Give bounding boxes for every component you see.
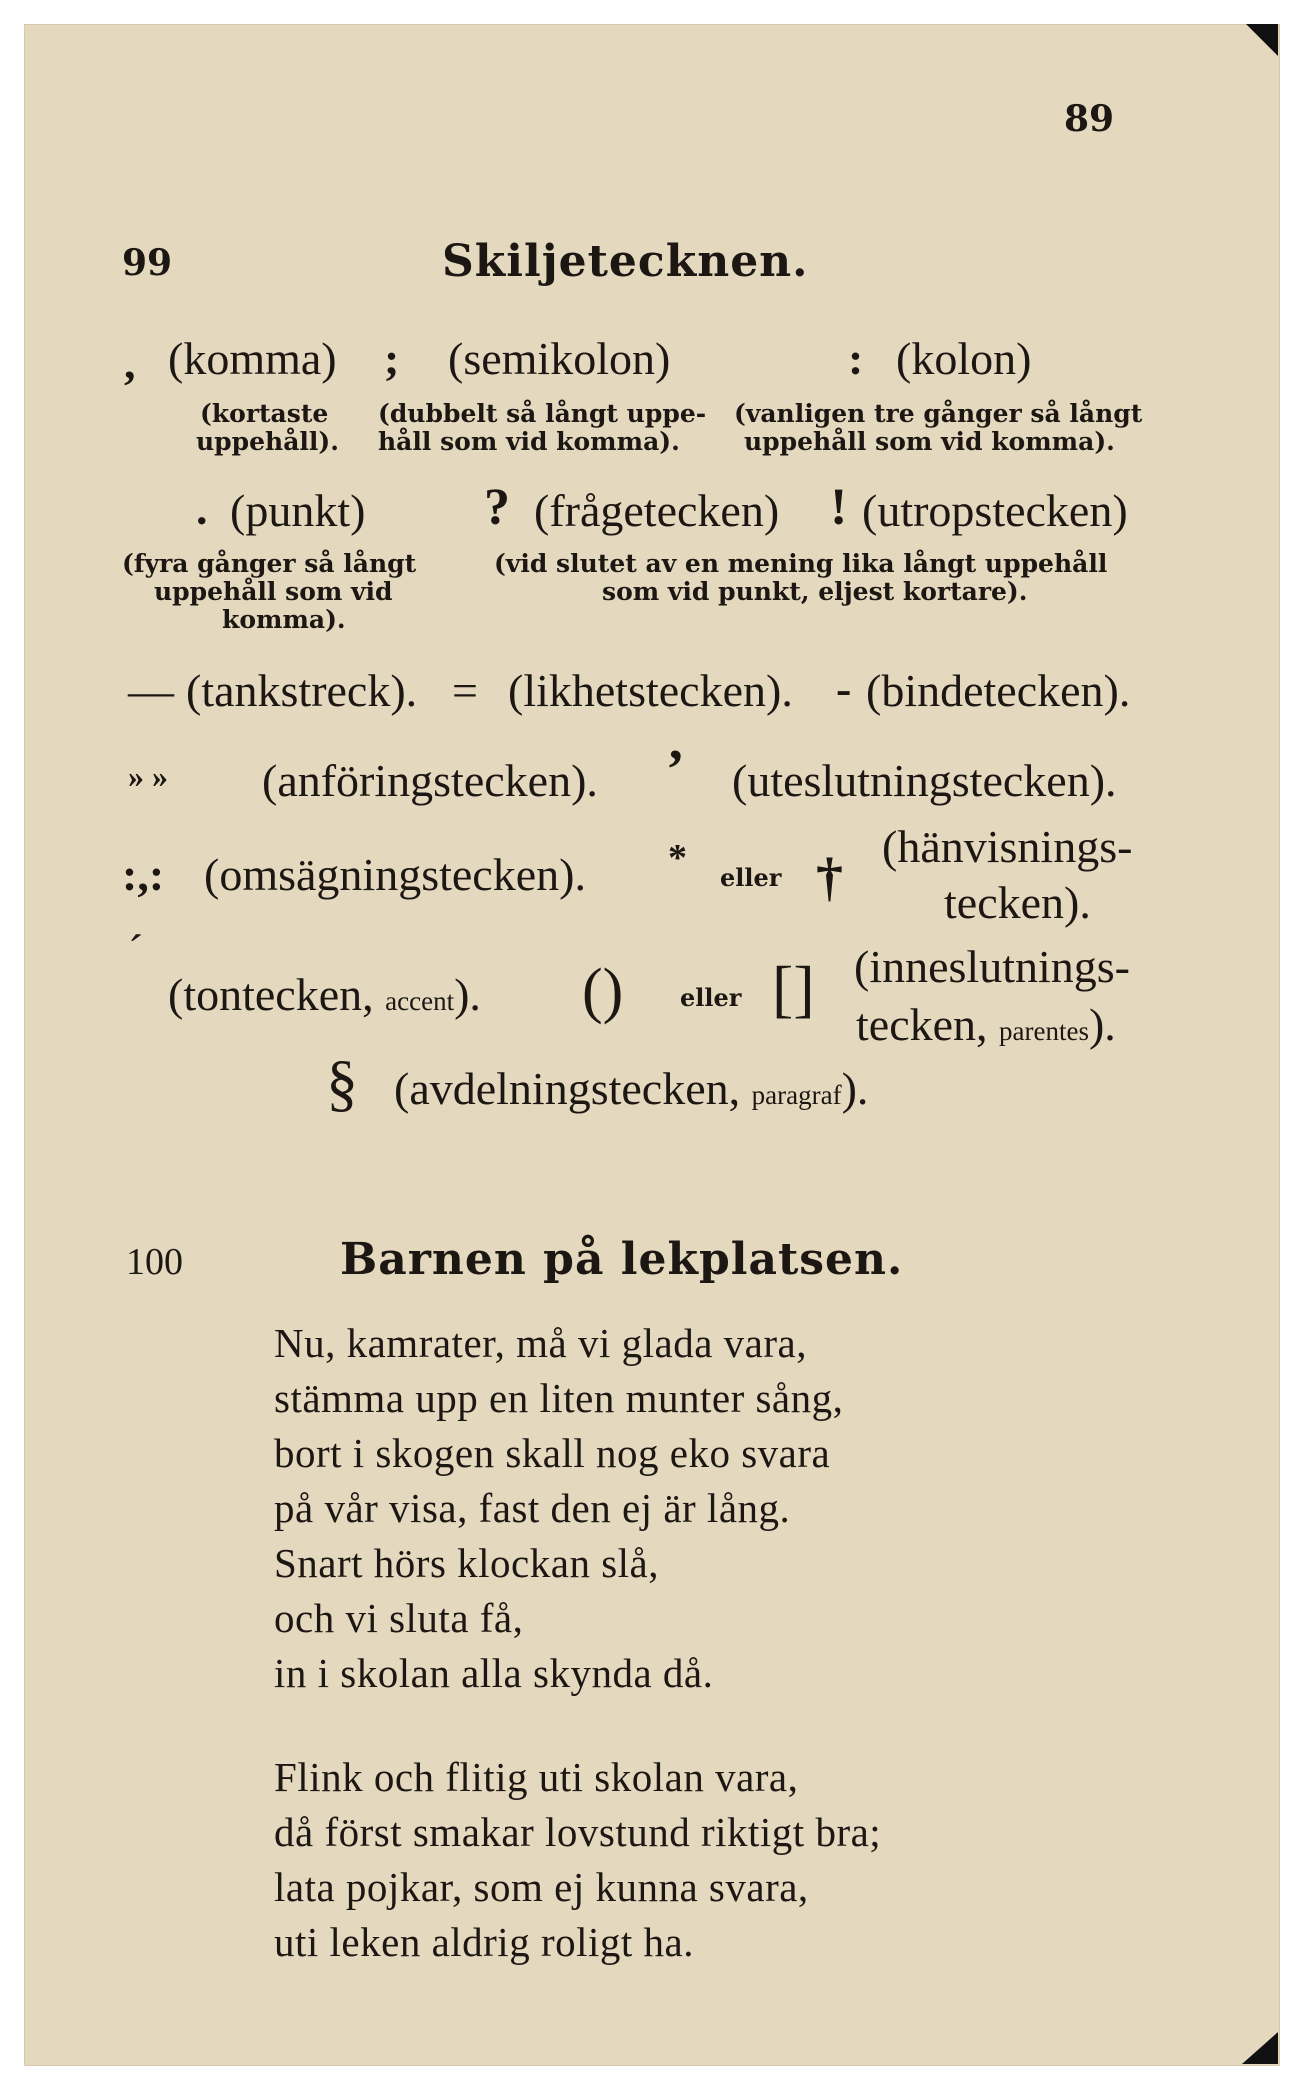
- question-exclaim-note-line-1: (vid slutet av en mening lika långt uppehåll: [494, 549, 1108, 578]
- quotation-marks-symbol: » »: [128, 758, 168, 794]
- poem-line: Flink och flitig uti skolan vara,: [274, 1754, 799, 1800]
- page-number: 89: [1064, 98, 1115, 140]
- question-mark-symbol: ?: [484, 479, 510, 536]
- dash-symbol: —: [128, 665, 174, 716]
- reference-label-line-1: (hänvisnings-: [882, 821, 1133, 872]
- section-sign-symbol: §: [326, 1047, 358, 1118]
- apostrophe-symbol: ’: [666, 739, 685, 801]
- enclosing-label-line-2: tecken, parentes).: [856, 999, 1116, 1050]
- apostrophe-label: (uteslutningstecken).: [732, 755, 1117, 806]
- poem-line: Nu, kamrater, må vi glada vara,: [274, 1320, 807, 1366]
- period-note-line-2: uppehåll som vid: [154, 577, 393, 606]
- omission-label: (omsägningstecken).: [204, 849, 586, 900]
- poem-stanza-1: [274, 1316, 843, 1701]
- period-note-line-3: komma).: [222, 605, 346, 634]
- or-word-1: eller: [720, 863, 782, 892]
- colon-note-line-1: (vanligen tre gånger så långt: [734, 399, 1143, 428]
- comma-symbol: ,: [124, 337, 136, 388]
- question-exclaim-note-line-2: som vid punkt, eljest kortare).: [602, 577, 1028, 606]
- comma-label: (komma): [168, 333, 337, 384]
- exclamation-label: (utropstecken): [862, 485, 1128, 536]
- reference-label-line-2: tecken).: [944, 877, 1091, 928]
- brackets-symbol: []: [772, 953, 815, 1024]
- period-symbol: .: [196, 483, 208, 534]
- semicolon-label: (semikolon): [448, 333, 671, 384]
- parentheses-symbol: (): [582, 957, 624, 1025]
- bottom-right-corner-mark: [1242, 2032, 1278, 2064]
- dagger-symbol: †: [816, 847, 843, 907]
- poem-line: Snart hörs klockan slå,: [274, 1540, 659, 1586]
- period-label: (punkt): [230, 485, 366, 536]
- poem-line: stämma upp en liten munter sång,: [274, 1375, 844, 1421]
- semicolon-note-line-2: håll som vid komma).: [378, 427, 680, 456]
- poem-line: då först smakar lovstund riktigt bra;: [274, 1809, 882, 1855]
- semicolon-symbol: ;: [384, 333, 400, 384]
- equals-label: (likhetstecken).: [508, 665, 793, 716]
- section-sign-label: (avdelningstecken, paragraf).: [394, 1063, 869, 1114]
- hyphen-label: (bindetecken).: [866, 665, 1131, 716]
- colon-label: (kolon): [896, 333, 1032, 384]
- semicolon-note-line-1: (dubbelt så långt uppe-: [378, 399, 707, 428]
- poem-line: lata pojkar, som ej kunna svara,: [274, 1864, 809, 1910]
- dash-label: (tankstreck).: [186, 665, 418, 716]
- section-100-title: Barnen på lekplatsen.: [340, 1234, 904, 1285]
- accent-label: (tontecken, accent).: [168, 969, 481, 1020]
- question-mark-label: (frågetecken): [534, 485, 780, 536]
- asterisk-symbol: *: [668, 837, 687, 879]
- poem-line: och vi sluta få,: [274, 1595, 524, 1641]
- period-note-line-1: (fyra gånger så långt: [122, 549, 417, 578]
- comma-note-line-2: uppehåll).: [196, 427, 339, 456]
- poem-line: bort i skogen skall nog eko svara: [274, 1430, 831, 1476]
- section-100-number: 100: [126, 1241, 183, 1283]
- equals-symbol: =: [452, 665, 478, 716]
- colon-note-line-2: uppehåll som vid komma).: [744, 427, 1115, 456]
- colon-symbol: :: [848, 333, 864, 384]
- top-right-corner-mark: [1246, 24, 1278, 56]
- section-99-title: Skiljetecknen.: [442, 236, 809, 287]
- poem-stanza-2: [274, 1750, 881, 1970]
- poem-line: in i skolan alla skynda då.: [274, 1650, 714, 1696]
- section-99-number: 99: [122, 242, 173, 284]
- poem-line: uti leken aldrig roligt ha.: [274, 1919, 694, 1965]
- comma-note-line-1: (kortaste: [200, 399, 329, 428]
- accent-symbol: ´: [128, 925, 144, 976]
- omission-symbol: :,:: [122, 849, 165, 900]
- hyphen-symbol: -: [836, 663, 852, 714]
- enclosing-label-line-1: (inneslutnings-: [854, 941, 1130, 992]
- quotation-marks-label: (anföringstecken).: [262, 755, 598, 806]
- poem-line: på vår visa, fast den ej är lång.: [274, 1485, 791, 1531]
- exclamation-symbol: !: [830, 479, 848, 536]
- or-word-2: eller: [680, 983, 742, 1012]
